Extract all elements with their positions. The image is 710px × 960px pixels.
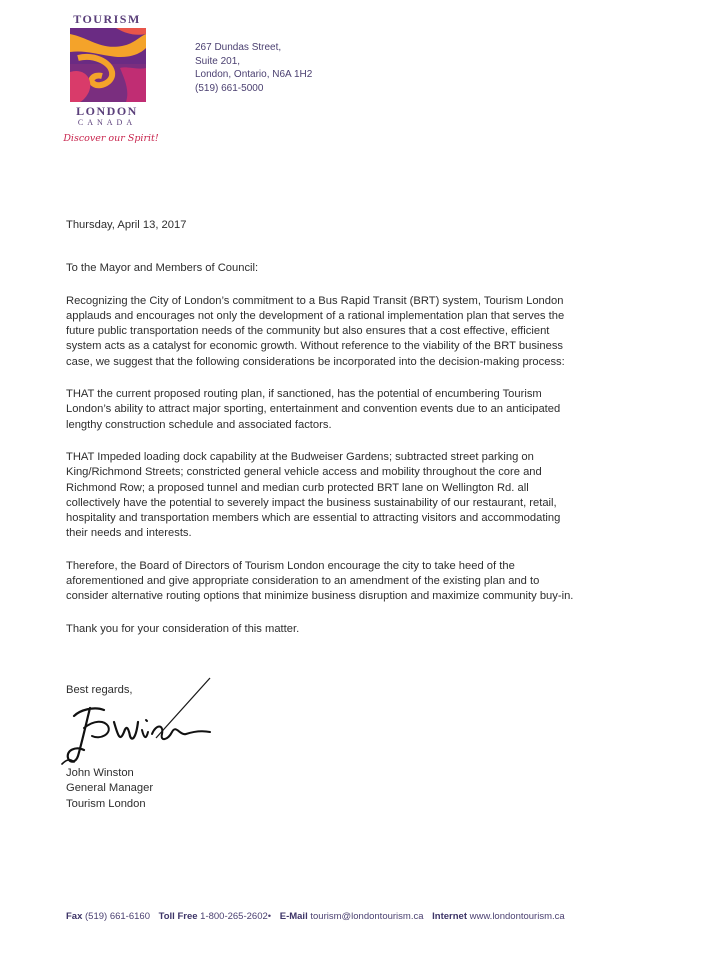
handwritten-signature (60, 676, 220, 768)
paragraph-4 (66, 559, 656, 605)
letterhead-footer (66, 911, 666, 922)
address-line: 267 Dundas Street, (195, 42, 282, 53)
text-line: THAT the current proposed routing plan, if sanctioned, has the potential of encumbering Tourism (66, 388, 542, 401)
paragraph-3 (66, 450, 656, 542)
salutation: To the Mayor and Members of Council: (66, 262, 259, 275)
fax-label: Fax (66, 911, 83, 922)
signer-title: General Manager (66, 782, 154, 795)
text-line: Therefore, the Board of Directors of Tourism London encourage the city to take heed of the (66, 559, 515, 572)
text-line: case, we suggest that the following considerations be incorporated into the decision-making process: (66, 355, 565, 368)
signer-name: John Winston (66, 767, 134, 779)
paragraph-5 (66, 622, 656, 637)
tollfree-label: Toll Free (158, 911, 198, 922)
signature-block (66, 766, 153, 812)
website-link[interactable]: www.londontourism.ca (469, 911, 565, 922)
paragraph-2 (66, 387, 656, 433)
address-line: Suite 201, (195, 55, 241, 67)
logo-country-text: CANADA (77, 118, 137, 127)
text-line: Recognizing the City of London’s commitment to a Bus Rapid Transit (BRT) system, Tourism London (66, 294, 564, 307)
text-line: Richmond Row; a proposed tunnel and median curb protected BRT lane on Wellington Rd. all (66, 481, 529, 494)
letter-date: Thursday, April 13, 2017 (66, 219, 187, 231)
text-line: applauds and encourages not only the development of a rational implementation plan that serves the (66, 309, 565, 322)
closing: Best regards, (66, 684, 133, 696)
email-label: E-Mail (279, 911, 308, 922)
logo-slogan: Discover our Spirit! (63, 133, 159, 144)
fax-number: (519) 661-6160 (85, 911, 150, 922)
address-phone: (519) 661-5000 (195, 82, 264, 94)
letterhead-address (195, 41, 312, 95)
logo-top-text: TOURISM (73, 12, 141, 26)
signer-organization: Tourism London (66, 797, 146, 810)
internet-label: Internet (432, 911, 467, 922)
text-line: consider alternative routing options that minimize business disruption and maximize community buy-in. (66, 590, 574, 603)
text-line: THAT Impeded loading dock capability at the Budweiser Gardens; subtracted street parking on (66, 450, 534, 463)
text-line: lengthy construction schedule and associated factors. (66, 418, 332, 431)
text-line: future public transportation needs of the community but also ensures that a cost effective, efficient (66, 325, 550, 338)
text-line: King/Richmond Streets; constricted general vehicle access and mobility throughout the core and (66, 466, 542, 479)
paragraph-1 (66, 294, 656, 370)
tollfree-number: 1-800-265-2602• (200, 911, 272, 922)
text-line: hospitality and transportation members which are essential to attracting visitors and accommodating (66, 512, 561, 525)
text-line: their needs and interests. (66, 527, 192, 540)
text-line: Thank you for your consideration of this matter. (66, 622, 300, 635)
email-address[interactable]: tourism@londontourism.ca (310, 911, 424, 922)
logo-mark-icon (70, 28, 146, 102)
letter-body (66, 218, 656, 637)
text-line: collectively have the potential to severely impact the business sustainability of our restaurant, retail, (66, 496, 557, 509)
text-line: London’s ability to attract major sporting, entertainment and convention events due to an anticipated (66, 403, 561, 416)
text-line: system acts as a catalyst for economic growth. Without reference to the viability of the BRT business (66, 340, 564, 353)
address-line: London, Ontario, N6A 1H2 (195, 69, 313, 80)
text-line: aforementioned and give appropriate consideration to an amendment of the existing plan and to (66, 575, 540, 588)
logo-bottom-text: LONDON (76, 104, 138, 118)
